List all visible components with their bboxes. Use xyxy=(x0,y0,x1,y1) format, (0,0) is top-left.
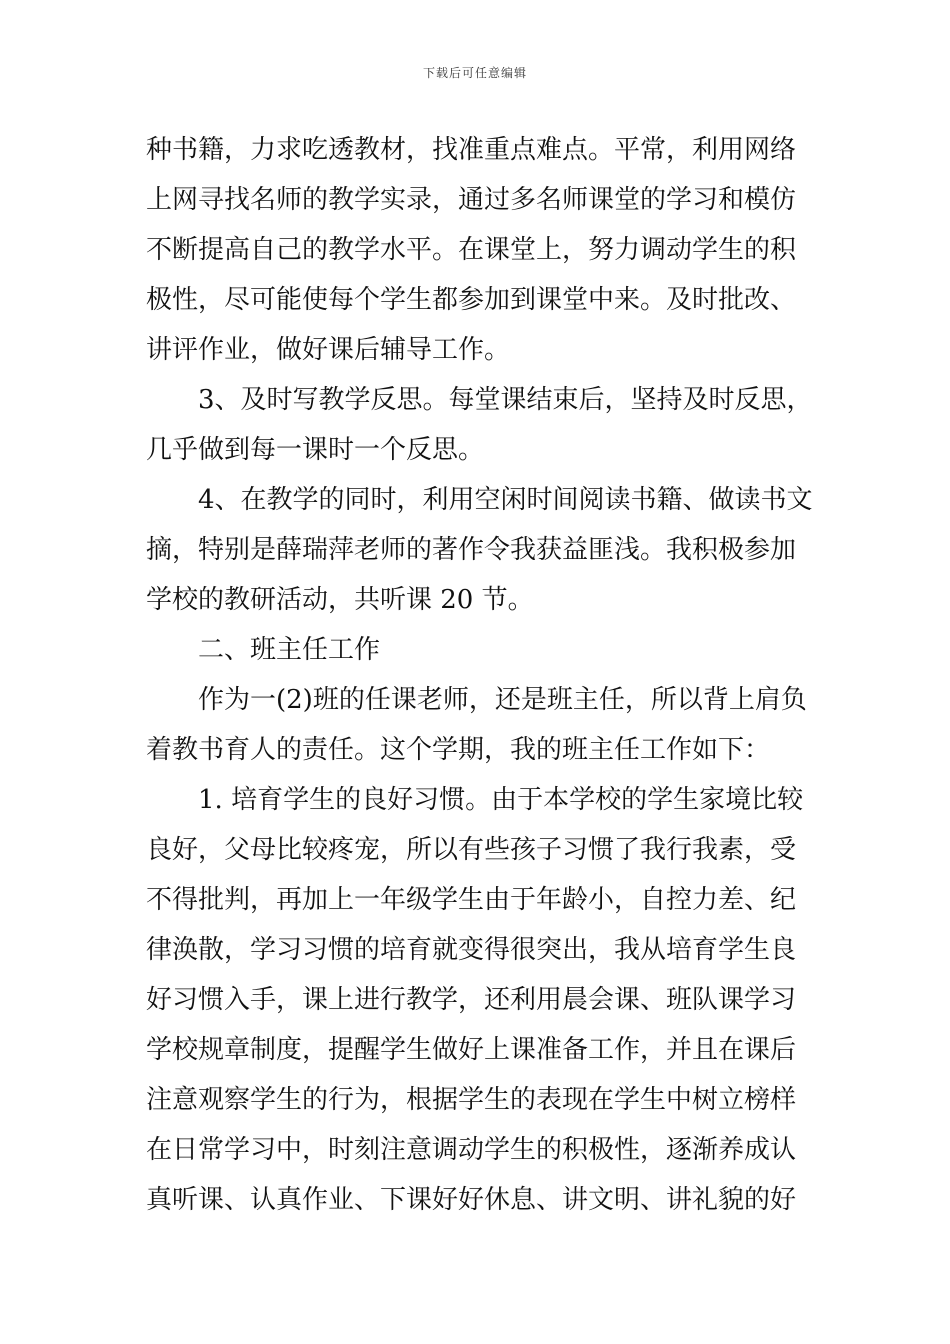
body-line: 4、在教学的同时，利用空闲时间阅读书籍、做读书文 xyxy=(146,485,813,515)
body-line: 摘，特别是薛瑞萍老师的著作令我获益匪浅。我积极参加 xyxy=(146,535,797,565)
body-line: 种书籍，力求吃透教材，找准重点难点。平常，利用网络 xyxy=(146,135,797,165)
body-line: 3、及时写教学反思。每堂课结束后，坚持及时反思， xyxy=(146,385,813,415)
body-line: 不断提高自己的教学水平。在课堂上，努力调动学生的积 xyxy=(146,235,797,265)
body-line: 讲评作业，做好课后辅导工作。 xyxy=(146,335,511,365)
body-line: 在日常学习中，时刻注意调动学生的积极性，逐渐养成认 xyxy=(146,1135,797,1165)
body-line: 着教书育人的责任。这个学期，我的班主任工作如下： xyxy=(146,735,771,765)
body-line: 好习惯入手，课上进行教学，还利用晨会课、班队课学习 xyxy=(146,985,797,1015)
body-line: 上网寻找名师的教学实录，通过多名师课堂的学习和模仿 xyxy=(146,185,797,215)
body-line: 几乎做到每一课时一个反思。 xyxy=(146,435,485,465)
body-line: 学校的教研活动，共听课 20 节。 xyxy=(146,585,534,615)
body-line: 1. 培育学生的良好习惯。由于本学校的学生家境比较 xyxy=(146,785,804,815)
body-line: 真听课、认真作业、下课好好休息、讲文明、讲礼貌的好 xyxy=(146,1185,797,1215)
body-line: 良好，父母比较疼宠，所以有些孩子习惯了我行我素，受 xyxy=(146,835,797,865)
body-line: 学校规章制度，提醒学生做好上课准备工作，并且在课后 xyxy=(146,1035,797,1065)
body-line: 注意观察学生的行为，根据学生的表现在学生中树立榜样 xyxy=(146,1085,797,1115)
body-line: 律涣散，学习习惯的培育就变得很突出，我从培育学生良 xyxy=(146,935,797,965)
section-heading: 二、班主任工作 xyxy=(146,635,381,665)
page-header: 下载后可任意编辑 xyxy=(422,66,527,80)
body-line: 不得批判，再加上一年级学生由于年龄小，自控力差、纪 xyxy=(146,885,797,915)
body-line: 极性，尽可能使每个学生都参加到课堂中来。及时批改、 xyxy=(146,285,797,315)
body-line: 作为一(2)班的任课老师，还是班主任，所以背上肩负 xyxy=(146,685,807,715)
